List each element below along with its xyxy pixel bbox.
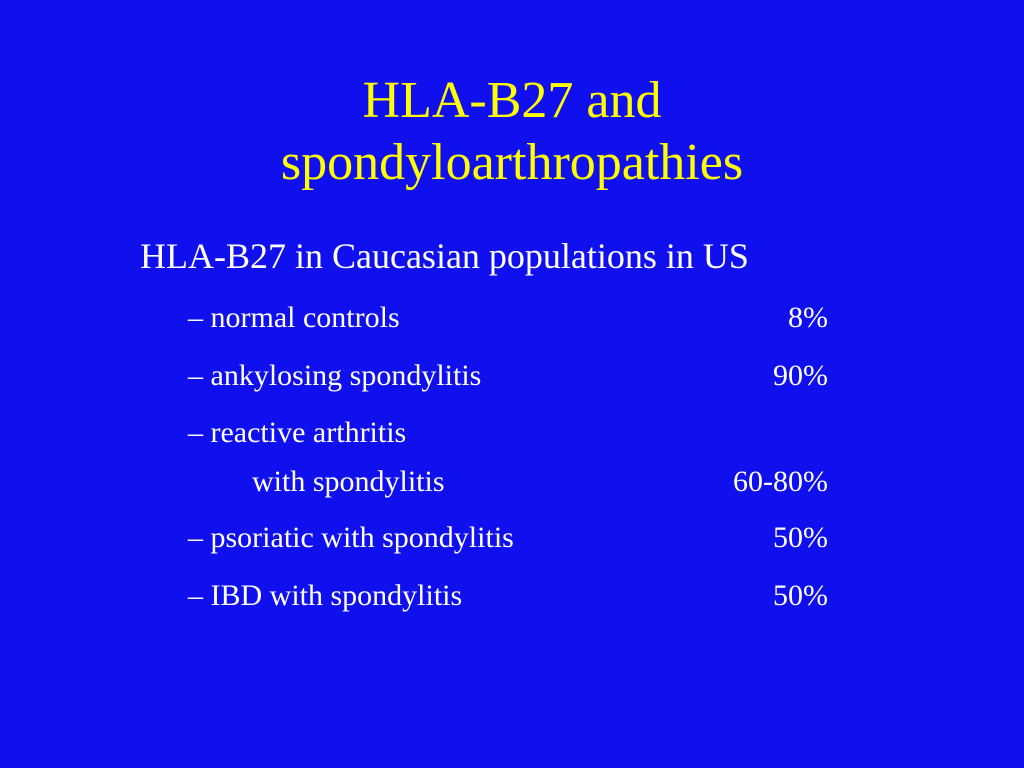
list-item-psoriatic: [188, 518, 828, 558]
list-item-reactive-arthritis: [188, 413, 828, 453]
list-item-normal-controls: [188, 298, 828, 338]
item-value: 90%: [773, 359, 828, 392]
title-line-1: HLA-B27 and: [362, 72, 662, 129]
item-value: 50%: [773, 521, 828, 554]
list-item-reactive-arthritis-continued: [188, 462, 828, 502]
slide-subtitle: HLA-B27 in Caucasian populations in US: [140, 236, 749, 276]
item-value: 50%: [773, 579, 828, 612]
item-label: – ankylosing spondylitis: [188, 359, 482, 392]
list-item-ankylosing-spondylitis: [188, 356, 828, 396]
list-item-ibd: [188, 576, 828, 616]
item-label: – psoriatic with spondylitis: [188, 521, 514, 554]
item-label: – normal controls: [188, 301, 400, 334]
item-label: – IBD with spondylitis: [188, 579, 463, 612]
item-label: with spondylitis: [252, 465, 445, 498]
item-label: – reactive arthritis: [188, 416, 407, 449]
slide-title: [0, 70, 1024, 194]
item-value: 60-80%: [733, 465, 828, 498]
item-value: 8%: [788, 301, 828, 334]
title-line-2: spondyloarthropathies: [280, 134, 744, 191]
